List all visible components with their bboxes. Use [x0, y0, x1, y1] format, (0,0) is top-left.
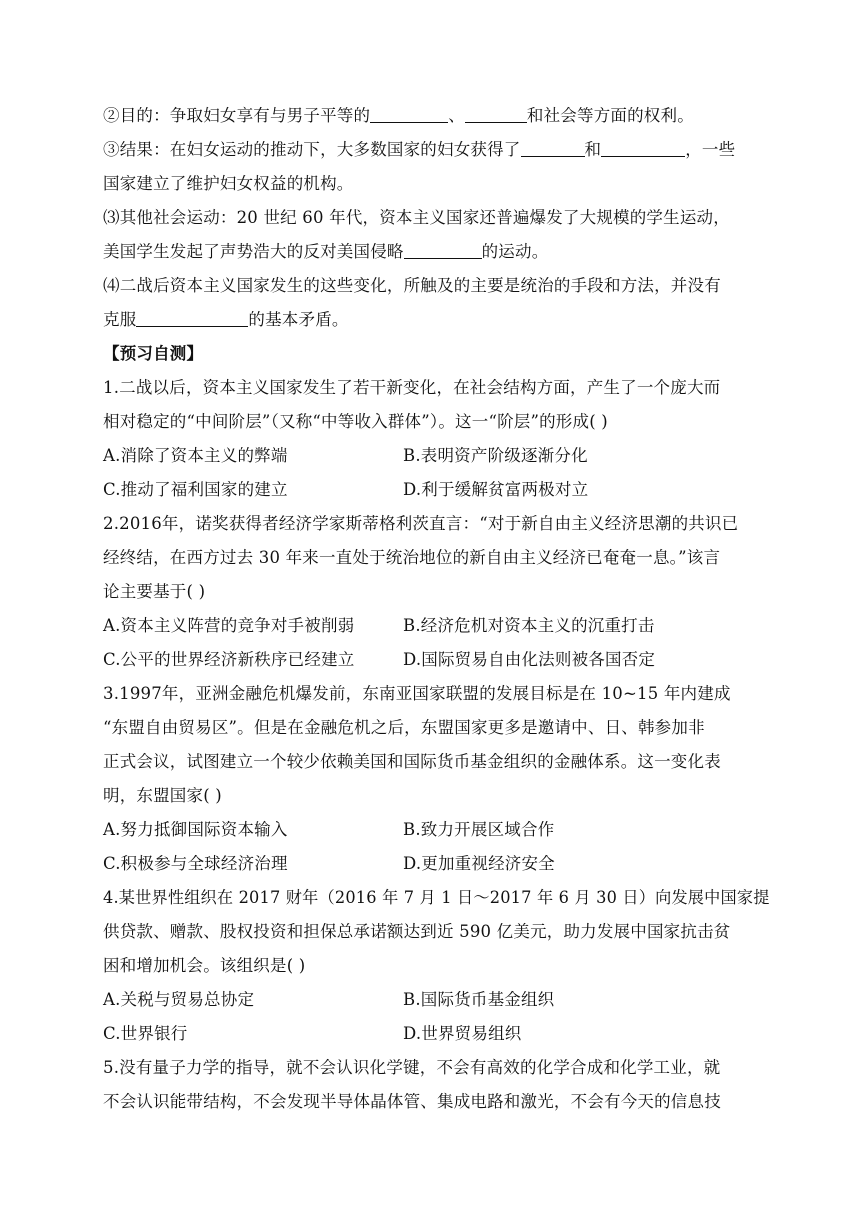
result-line-2: 国家建立了维护妇女权益的机构。 — [103, 174, 354, 193]
q5-stem-line-2: 不会认识能带结构，不会发现半导体晶体管、集成电路和激光，不会有今天的信息技 — [103, 1092, 721, 1111]
q2-option-c[interactable]: C.公平的世界经济新秩序已经建立 — [103, 650, 355, 669]
changes-line-1: ⑷二战后资本主义国家发生的这些变化，所触及的主要是统治的手段和方法，并没有 — [103, 276, 721, 295]
q1-option-a[interactable]: A.消除了资本主义的弊端 — [103, 446, 288, 465]
q1-stem-line-1: 1.二战以后，资本主义国家发生了若干新变化，在社会结构方面，产生了一个庞大而 — [103, 378, 721, 397]
result-pre: ③结果：在妇女运动的推动下，大多数国家的妇女获得了 — [103, 140, 521, 159]
q1-option-b[interactable]: B.表明资产阶级逐渐分化 — [403, 446, 588, 465]
q5-stem-line-1: 5.没有量子力学的指导，就不会认识化学键，不会有高效的化学合成和化学工业，就 — [103, 1058, 721, 1077]
purpose-mid: 、 — [448, 106, 465, 125]
q3-options-row-2 — [103, 853, 555, 875]
q4-options-row-1 — [103, 989, 555, 1011]
q3-option-c[interactable]: C.积极参与全球经济治理 — [103, 854, 288, 873]
q2-option-d[interactable]: D.国际贸易自由化法则被各国否定 — [403, 650, 656, 669]
q3-stem-line-3: 正式会议，试图建立一个较少依赖美国和国际货币基金组织的金融体系。这一变化表 — [103, 752, 721, 771]
q4-option-b[interactable]: B.国际货币基金组织 — [403, 990, 555, 1009]
q4-option-d[interactable]: D.世界贸易组织 — [403, 1024, 522, 1043]
purpose-pre: ②目的：争取妇女享有与男子平等的 — [103, 106, 371, 125]
q3-option-a[interactable]: A.努力抵御国际资本输入 — [103, 820, 288, 839]
q2-option-b[interactable]: B.经济危机对资本主义的沉重打击 — [403, 616, 655, 635]
q2-stem-line-2: 经终结，在西方过去 30 年来一直处于统治地位的新自由主义经济已奄奄一息。”该言 — [103, 548, 721, 567]
q4-stem-line-1: 4.某世界性组织在 2017 财年（2016 年 7 月 1 日～2017 年 6 月 30 日）向发展中国家提 — [103, 888, 770, 907]
q4-option-c[interactable]: C.世界银行 — [103, 1024, 188, 1043]
q3-stem-line-1: 3.1997年，亚洲金融危机爆发前，东南亚国家联盟的发展目标是在 10~15 年内建成 — [103, 684, 731, 703]
other-movements-line-1: ⑶其他社会运动：20 世纪 60 年代，资本主义国家还普遍爆发了大规模的学生运动， — [103, 208, 730, 227]
other-movements-line-2 — [103, 241, 548, 263]
q4-stem-line-2: 供贷款、赠款、股权投资和担保总承诺额达到近 590 亿美元，助力发展中国家抗击贫 — [103, 922, 731, 941]
other-post: 的运动。 — [481, 242, 549, 261]
q3-option-d[interactable]: D.更加重视经济安全 — [403, 854, 555, 873]
other-pre: 美国学生发起了声势浩大的反对美国侵略 — [103, 242, 404, 261]
q2-options-row-2 — [103, 649, 656, 671]
q3-option-b[interactable]: B.致力开展区域合作 — [403, 820, 555, 839]
changes-post: 的基本矛盾。 — [248, 310, 349, 329]
q3-options-row-1 — [103, 819, 555, 841]
q3-stem-line-2: “东盟自由贸易区”。但是在金融危机之后，东盟国家更多是邀请中、日、韩参加非 — [103, 718, 705, 737]
q1-option-c[interactable]: C.推动了福利国家的建立 — [103, 480, 288, 499]
blank-4 — [601, 140, 685, 157]
q1-stem-line-2: 相对稳定的“中间阶层”（又称“中等收入群体”）。这一“阶层”的形成( ) — [103, 412, 608, 431]
purpose-line — [103, 105, 694, 127]
q1-options-row-2 — [103, 479, 589, 501]
blank-2 — [465, 106, 527, 123]
q1-option-d[interactable]: D.利于缓解贫富两极对立 — [403, 480, 589, 499]
q4-options-row-2 — [103, 1023, 522, 1045]
result-post: ，一些 — [685, 140, 736, 159]
blank-1 — [370, 106, 448, 123]
result-mid: 和 — [584, 140, 602, 159]
q3-stem-line-4: 明，东盟国家( ) — [103, 786, 222, 805]
q2-stem-line-3: 论主要基于( ) — [103, 582, 206, 601]
changes-pre: 克服 — [103, 310, 137, 329]
q2-option-a[interactable]: A.资本主义阵营的竞争对手被削弱 — [103, 616, 355, 635]
q2-options-row-1 — [103, 615, 655, 637]
blank-3 — [521, 140, 585, 157]
blank-6 — [136, 310, 248, 327]
q1-options-row-1 — [103, 445, 588, 467]
q4-stem-line-3: 困和增加机会。该组织是( ) — [103, 956, 306, 975]
result-line — [103, 139, 735, 161]
q4-option-a[interactable]: A.关税与贸易总协定 — [103, 990, 255, 1009]
blank-5 — [404, 242, 482, 259]
section-title: 【预习自测】 — [103, 344, 204, 363]
changes-line-2 — [103, 309, 349, 331]
purpose-post: 和社会等方面的权利。 — [526, 106, 694, 125]
q2-stem-line-1: 2.2016年，诺奖获得者经济学家斯蒂格利茨直言：“对于新自由主义经济思潮的共识已 — [103, 514, 739, 533]
